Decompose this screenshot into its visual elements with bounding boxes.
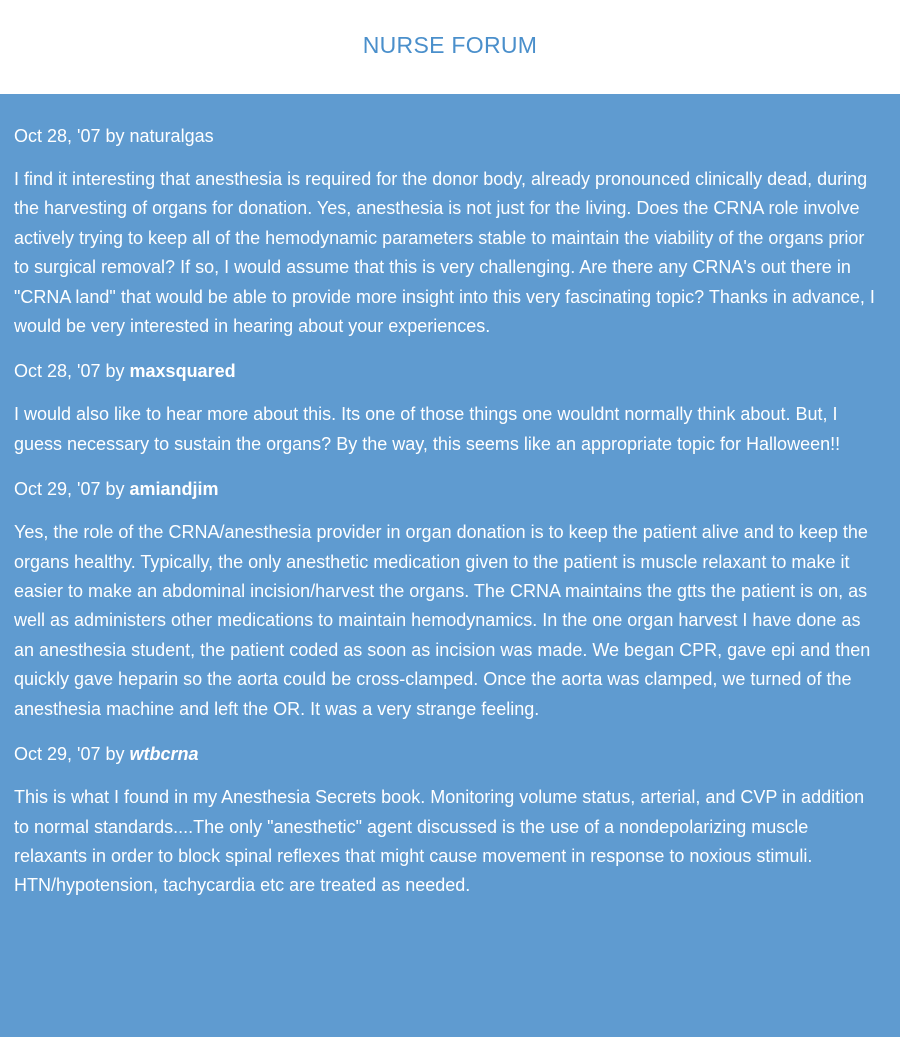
page-title: NURSE FORUM (362, 32, 538, 58)
post-by: by (105, 126, 125, 146)
forum-post (14, 357, 884, 459)
post-body: I would also like to hear more about this. Its one of those things one wouldnt normally think about. But, I guess necessary to sustain the organs? By the way, this seems like an appropriate topic for Halloween!! (14, 404, 841, 454)
post-author[interactable]: naturalgas (129, 126, 214, 146)
post-author[interactable]: amiandjim (129, 479, 219, 500)
post-meta (14, 122, 884, 150)
post-meta (14, 357, 884, 385)
post-author[interactable]: wtbcrna (129, 744, 199, 765)
post-date: Oct 28, '07 (14, 361, 101, 382)
post-author[interactable]: maxsquared (129, 361, 236, 382)
post-date: Oct 29, '07 (14, 744, 101, 765)
post-body: Yes, the role of the CRNA/anesthesia provider in organ donation is to keep the patient alive and to keep the organs healthy. Typically, the only anesthetic medication given to the patient is muscle relaxant to make it easier to make an abdominal incision/harvest the organs. The CRNA maintains the gtts the patient is on, as well as administers other medications to maintain hemodynamics. In the one organ harvest I have done as an anesthesia student, the patient coded as soon as incision was made. We began CPR, gave epi and then quickly gave heparin so the aorta could be cross-clamped. Once the aorta was clamped, we turned of the anesthesia machine and left the OR. It was a very strange feeling. (14, 522, 871, 719)
post-by: by (105, 361, 125, 382)
forum-post (14, 740, 884, 901)
forum-post (14, 475, 884, 724)
page-header (0, 0, 900, 94)
post-date: Oct 28, '07 (14, 126, 101, 146)
post-by: by (105, 744, 125, 765)
forum-post (14, 122, 884, 341)
post-date: Oct 29, '07 (14, 479, 101, 500)
post-body: I find it interesting that anesthesia is required for the donor body, already pronounced clinically dead, during the harvesting of organs for donation. Yes, anesthesia is not just for the living. Does the CRNA role involve actively trying to keep all of the hemodynamic parameters stable to maintain the viability of the organs prior to surgical removal? If so, I would assume that this is very challenging. Are there any CRNA's out there in "CRNA land" that would be able to provide more insight into this very fascinating topic? Thanks in advance, I would be very interested in hearing about your experiences. (14, 169, 875, 337)
post-body: This is what I found in my Anesthesia Secrets book. Monitoring volume status, arterial, and CVP in addition to normal standards....The only "anesthetic" agent discussed is the use of a nondepolarizing muscle relaxants in order to block spinal reflexes that might cause movement in response to noxious stimuli. HTN/hypotension, tachycardia etc are treated as needed. (14, 787, 865, 896)
forum-thread (0, 94, 900, 1037)
post-by: by (105, 479, 125, 500)
post-meta (14, 475, 884, 503)
post-meta (14, 740, 884, 768)
